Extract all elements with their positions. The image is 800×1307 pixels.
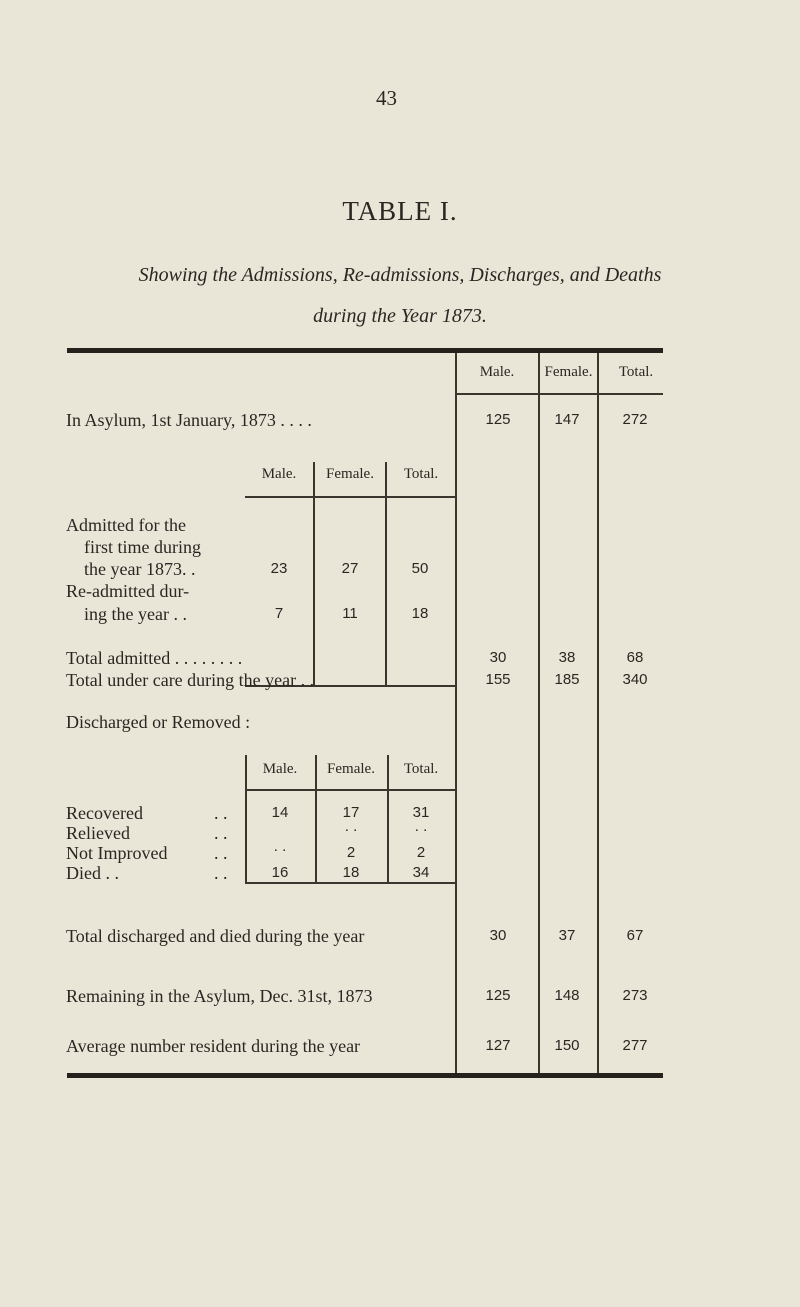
relieved-total: . . [414,818,428,835]
in-asylum-male: 125 [485,411,511,428]
first-time-male: 23 [270,560,288,577]
table-title: TABLE I. [342,196,458,226]
subtitle-line-2: during the Year 1873. [313,305,487,327]
total-admitted-label: Total admitted . . . . . . . . [66,648,243,668]
not-improved-female: 2 [346,844,356,861]
readmitted-label-1: Re-admitted dur- [66,581,190,601]
total-discharged-female: 37 [558,927,576,944]
bottom-rule [67,1073,663,1078]
in-asylum-female: 147 [554,411,580,428]
recovered-label: Recovered [66,803,143,823]
readmitted-label-2: ing the year . . [84,604,187,624]
relieved-female: . . [344,818,358,835]
total-discharged-label: Total discharged and died during the year [66,926,365,946]
header-female: Female. [544,364,593,380]
recovered-female: 17 [342,804,360,821]
admitted-header-male: Male. [261,466,297,482]
died-total: 34 [412,864,430,881]
average-label: Average number resident during the year [66,1036,361,1056]
recovered-total: 31 [412,804,430,821]
discharged-header-male: Male. [262,761,298,777]
remaining-total: 273 [622,987,648,1004]
first-time-label-2: first time during [84,537,201,557]
average-female: 150 [554,1037,580,1054]
not-improved-male: . . [273,838,287,855]
admitted-header-rule [245,496,455,498]
total-discharged-male: 30 [489,927,507,944]
total-under-care-label: Total under care during the year . . [66,670,315,690]
discharged-header-total: Total. [403,761,439,777]
died-label: Died . . [66,863,119,883]
first-time-label-3: the year 1873. . [84,559,196,579]
in-asylum-total: 272 [622,411,648,428]
died-dots: . . [214,863,228,883]
died-female: 18 [342,864,360,881]
total-under-care-total: 340 [622,671,648,688]
first-time-total: 50 [411,560,429,577]
in-asylum-label: In Asylum, 1st January, 1873 . . . . [66,410,312,430]
page-number: 43 [376,86,397,110]
recovered-dots: . . [214,803,228,823]
not-improved-label: Not Improved [66,843,168,863]
column-divider [597,353,599,1073]
discharged-header-rule [245,789,455,791]
discharged-header-female: Female. [327,761,375,777]
first-time-female: 27 [341,560,359,577]
header-rule [455,393,663,395]
discharged-heading: Discharged or Removed : [66,712,251,732]
admitted-header-total: Total. [403,466,439,482]
header-total: Total. [618,364,654,380]
top-rule [67,348,663,353]
total-under-care-female: 185 [554,671,580,688]
column-divider [455,353,457,1073]
total-admitted-male: 30 [489,649,507,666]
remaining-male: 125 [485,987,511,1004]
total-admitted-female: 38 [558,649,576,666]
not-improved-total: 2 [416,844,426,861]
subtitle-line-1: Showing the Admissions, Re-admissions, Discharges, and Deaths [138,264,662,286]
discharged-bottom-rule [245,882,455,884]
readmitted-male: 7 [274,605,284,622]
recovered-male: 14 [271,804,289,821]
total-under-care-male: 155 [485,671,511,688]
average-total: 277 [622,1037,648,1054]
column-divider [538,353,540,1073]
died-male: 16 [271,864,289,881]
remaining-label: Remaining in the Asylum, Dec. 31st, 1873 [66,986,373,1006]
admitted-header-female: Female. [326,466,374,482]
relieved-label: Relieved [66,823,130,843]
not-improved-dots: . . [214,843,228,863]
header-male: Male. [479,364,515,380]
total-admitted-total: 68 [626,649,644,666]
relieved-dots: . . [214,823,228,843]
average-male: 127 [485,1037,511,1054]
readmitted-total: 18 [411,605,429,622]
readmitted-female: 11 [342,605,358,622]
remaining-female: 148 [554,987,580,1004]
total-discharged-total: 67 [626,927,644,944]
first-time-label-1: Admitted for the [66,515,186,535]
